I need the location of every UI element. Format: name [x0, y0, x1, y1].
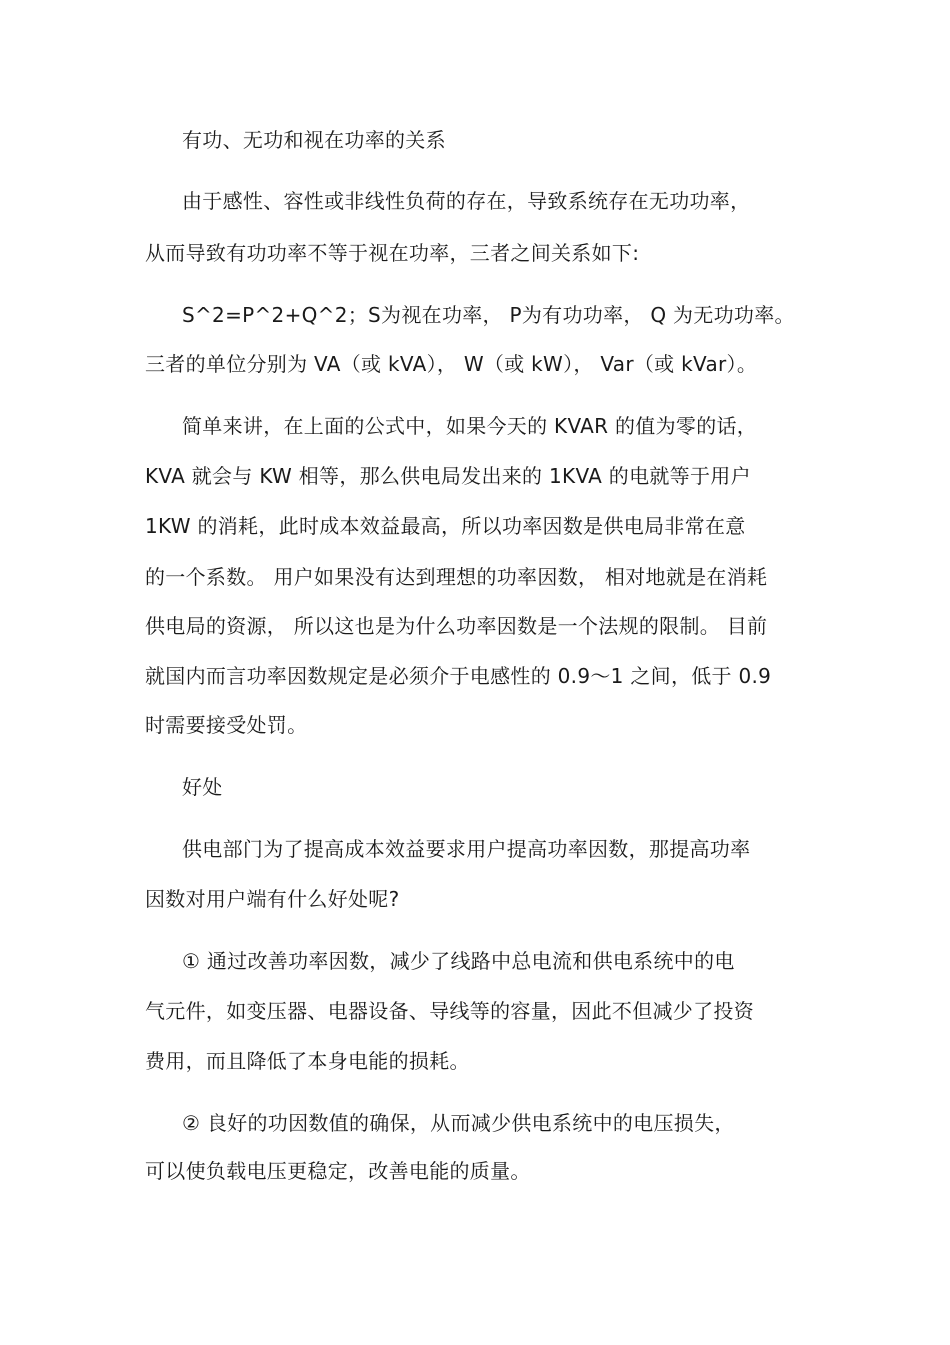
paragraph-line: 的一个系数。 用户如果没有达到理想的功率因数， 相对地就是在消耗 [145, 565, 768, 589]
paragraph-line: KVA 就会与 KW 相等，那么供电局发出来的 1KVA 的电就等于用户 [145, 464, 751, 488]
paragraph-line: 就国内而言功率因数规定是必须介于电感性的 0.9～1 之间，低于 0.9 [145, 664, 772, 688]
list-item-1-line: ① 通过改善功率因数，减少了线路中总电流和供电系统中的电 [182, 949, 735, 973]
paragraph-line: 由于感性、容性或非线性负荷的存在，导致系统存在无功功率， [182, 189, 751, 213]
paragraph-line: 从而导致有功功率不等于视在功率，三者之间关系如下: [145, 241, 640, 265]
list-item-2-line: 可以使负载电压更稳定，改善电能的质量。 [145, 1159, 531, 1183]
list-item-2-line: ② 良好的功因数值的确保，从而减少供电系统中的电压损失， [182, 1111, 735, 1135]
paragraph-line: 1KW 的消耗，此时成本效益最高，所以功率因数是供电局非常在意 [145, 514, 746, 538]
section-heading-benefits: 好处 [182, 775, 223, 799]
paragraph-line: 三者的单位分别为 VA（或 kVA）， W（或 kW）， Var（或 kVar）。 [145, 352, 758, 376]
formula-line: S^2=P^2+Q^2；S为视在功率， P为有功功率， Q 为无功功率。 [182, 303, 795, 327]
section-heading-relationship: 有功、无功和视在功率的关系 [182, 128, 446, 152]
paragraph-line: 供电部门为了提高成本效益要求用户提高功率因数，那提高功率 [182, 837, 751, 861]
list-item-1-line: 费用，而且降低了本身电能的损耗。 [145, 1049, 470, 1073]
paragraph-line: 简单来讲，在上面的公式中，如果今天的 KVAR 的值为零的话， [182, 414, 758, 438]
paragraph-line: 时需要接受处罚。 [145, 713, 308, 737]
paragraph-line: 供电局的资源， 所以这也是为什么功率因数是一个法规的限制。 目前 [145, 614, 768, 638]
paragraph-line: 因数对用户端有什么好处呢? [145, 887, 400, 911]
list-item-1-line: 气元件，如变压器、电器设备、导线等的容量，因此不但减少了投资 [145, 999, 754, 1023]
